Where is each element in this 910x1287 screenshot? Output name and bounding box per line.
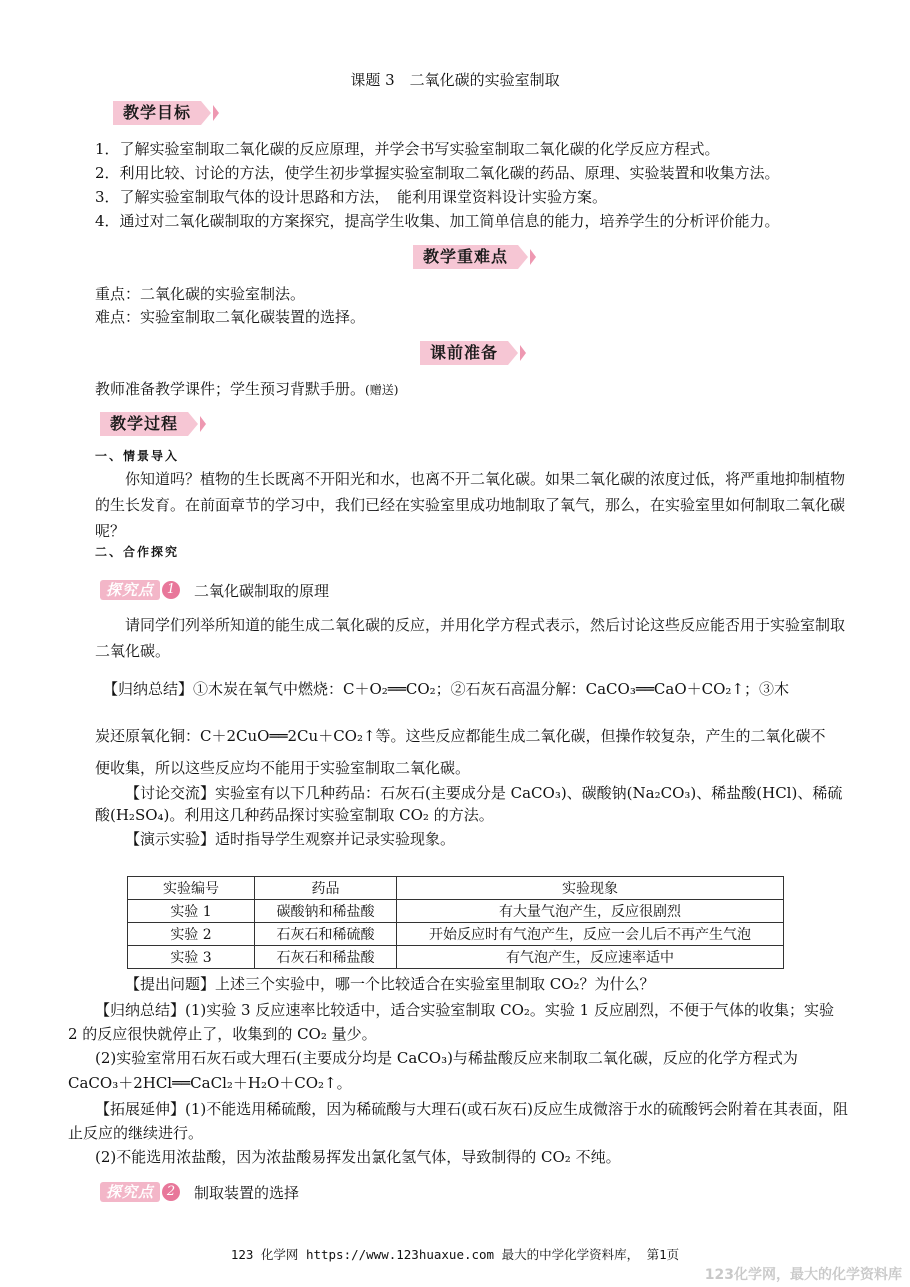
- prep-text: [95, 378, 855, 401]
- exploration-number: 1: [162, 581, 180, 599]
- exploration-title: 制取装置的选择: [194, 1183, 300, 1202]
- discussion-paragraph: 【讨论交流】实验室有以下几种药品：石灰石(主要成分是 CaCO₃)、碳酸钠(Na₂CO₃)、稀盐酸(HCl)、稀硫酸(H₂SO₄)。利用这几种药品探讨实验室制取 CO₂ 的方法。: [95, 784, 843, 824]
- section-label: 教学目标: [113, 101, 201, 125]
- section-banner-key-points: [413, 245, 536, 269]
- table-cell: 实验 3: [128, 946, 255, 969]
- summary2b-line: CaCO₃＋2HCl══CaCl₂＋H₂O＋CO₂↑。: [68, 1074, 352, 1092]
- table-cell: 开始反应时有气泡产生，反应一会儿后不再产生气泡: [397, 923, 784, 946]
- section-label: 教学重难点: [413, 245, 518, 269]
- prep-note: (赠送): [365, 383, 399, 397]
- goal-item: 1．了解实验室制取二氧化碳的反应原理，并学会书写实验室制取二氧化碳的化学反应方程式。: [95, 140, 720, 158]
- goal-item: 2．利用比较、讨论的方法，使学生初步掌握实验室制取二氧化碳的药品、原理、实验装置和收集方法。: [95, 164, 780, 182]
- banner-arrow-icon: [530, 249, 536, 265]
- demo-paragraph: 【演示实验】适时指导学生观察并记录实验现象。: [125, 830, 456, 848]
- table-cell: 实验 2: [128, 923, 255, 946]
- section-banner-goals: [113, 101, 219, 125]
- exploration-badge: 探究点: [100, 580, 160, 600]
- key-difficulty: 难点：实验室制取二氧化碳装置的选择。: [95, 308, 366, 326]
- experiment-table: [127, 876, 784, 969]
- goal-item: 4．通过对二氧化碳制取的方案探究，提高学生收集、加工简单信息的能力，培养学生的分析评价能力。: [95, 212, 780, 230]
- table-header-row: [128, 877, 784, 900]
- extension-paragraph: 【拓展延伸】(1)不能选用稀硫酸，因为稀硫酸与大理石(或石灰石)反应生成微溶于水的硫酸钙会附着在其表面，阻止反应的继续进行。: [68, 1100, 848, 1142]
- table-cell: 有大量气泡产生，反应很剧烈: [397, 900, 784, 923]
- exploration-title: 二氧化碳制取的原理: [194, 581, 330, 600]
- page-footer: 123 化学网 https://www.123huaxue.com 最大的中学化学资料库， 第1页: [230, 1247, 680, 1262]
- summary1-line: 【归纳总结】①木炭在氧气中燃烧：C＋O₂══CO₂；②石灰石高温分解：CaCO₃══CaO＋CO₂↑；③木: [103, 680, 789, 698]
- table-row: [128, 900, 784, 923]
- intro-paragraph: 你知道吗？植物的生长既离不开阳光和水，也离不开二氧化碳。如果二氧化碳的浓度过低，将严重地抑制植物的生长发育。在前面章节的学习中，我们已经在实验室里成功地制取了氧气，那么，在实验室里如何制取二氧化碳呢？: [95, 470, 846, 540]
- table-cell: 实验 1: [128, 900, 255, 923]
- section-label: 课前准备: [420, 341, 508, 365]
- prep-main: 教师准备教学课件；学生预习背默手册。: [95, 380, 366, 398]
- banner-arrow-icon: [508, 341, 518, 365]
- section-banner-prep: [420, 341, 526, 365]
- point1-intro: 请同学们列举所知道的能生成二氧化碳的反应，并用化学方程式表示，然后讨论这些反应能否用于实验室制取二氧化碳。: [95, 616, 846, 660]
- key-focus: 重点：二氧化碳的实验室制法。: [95, 285, 306, 303]
- summary1-line: 炭还原氧化铜：C＋2CuO══2Cu＋CO₂↑等。这些反应都能生成二氧化碳，但操作较复杂，产生的二氧化碳不: [95, 727, 826, 745]
- banner-arrow-icon: [518, 245, 528, 269]
- exploration-point-2: [100, 1180, 299, 1204]
- banner-arrow-icon: [213, 105, 219, 121]
- table-cell: 有气泡产生，反应速率适中: [397, 946, 784, 969]
- summary1-line: 便收集，所以这些反应均不能用于实验室制取二氧化碳。: [95, 759, 471, 777]
- banner-arrow-icon: [200, 416, 206, 432]
- table-row: [128, 946, 784, 969]
- question-paragraph: 【提出问题】上述三个实验中，哪一个比较适合在实验室里制取 CO₂？为什么？: [125, 975, 655, 993]
- banner-arrow-icon: [520, 345, 526, 361]
- table-header: 实验编号: [128, 877, 255, 900]
- subheading-explore: 二、合作探究: [95, 545, 180, 559]
- exploration-badge: 探究点: [100, 1182, 160, 1202]
- section-label: 教学过程: [100, 412, 188, 436]
- section-banner-process: [100, 412, 206, 436]
- table-row: [128, 923, 784, 946]
- extension-paragraph-2: (2)不能选用浓盐酸，因为浓盐酸易挥发出氯化氢气体，导致制得的 CO₂ 不纯。: [95, 1148, 621, 1166]
- summary2-paragraph: 【归纳总结】(1)实验 3 反应速率比较适中，适合实验室制取 CO₂。实验 1 反应剧烈，不便于气体的收集；实验 2 的反应很快就停止了，收集到的 CO₂ 量少。: [68, 1001, 834, 1043]
- table-cell: 碳酸钠和稀盐酸: [255, 900, 397, 923]
- table-cell: 石灰石和稀硫酸: [255, 923, 397, 946]
- page-title: 课题 3 二氧化碳的实验室制取: [350, 71, 560, 89]
- table-header: 药品: [255, 877, 397, 900]
- goal-item: 3．了解实验室制取气体的设计思路和方法， 能利用课堂资料设计实验方案。: [95, 188, 608, 206]
- subheading-intro: 一、情景导入: [95, 449, 180, 463]
- watermark: 123化学网，最大的化学资料库: [704, 1267, 902, 1283]
- exploration-number: 2: [162, 1183, 180, 1201]
- banner-arrow-icon: [201, 101, 211, 125]
- exploration-point-1: [100, 578, 329, 602]
- banner-arrow-icon: [188, 412, 198, 436]
- table-header: 实验现象: [397, 877, 784, 900]
- table-cell: 石灰石和稀盐酸: [255, 946, 397, 969]
- summary2b-line: (2)实验室常用石灰石或大理石(主要成分均是 CaCO₃)与稀盐酸反应来制取二氧化碳，反应的化学方程式为: [95, 1049, 798, 1067]
